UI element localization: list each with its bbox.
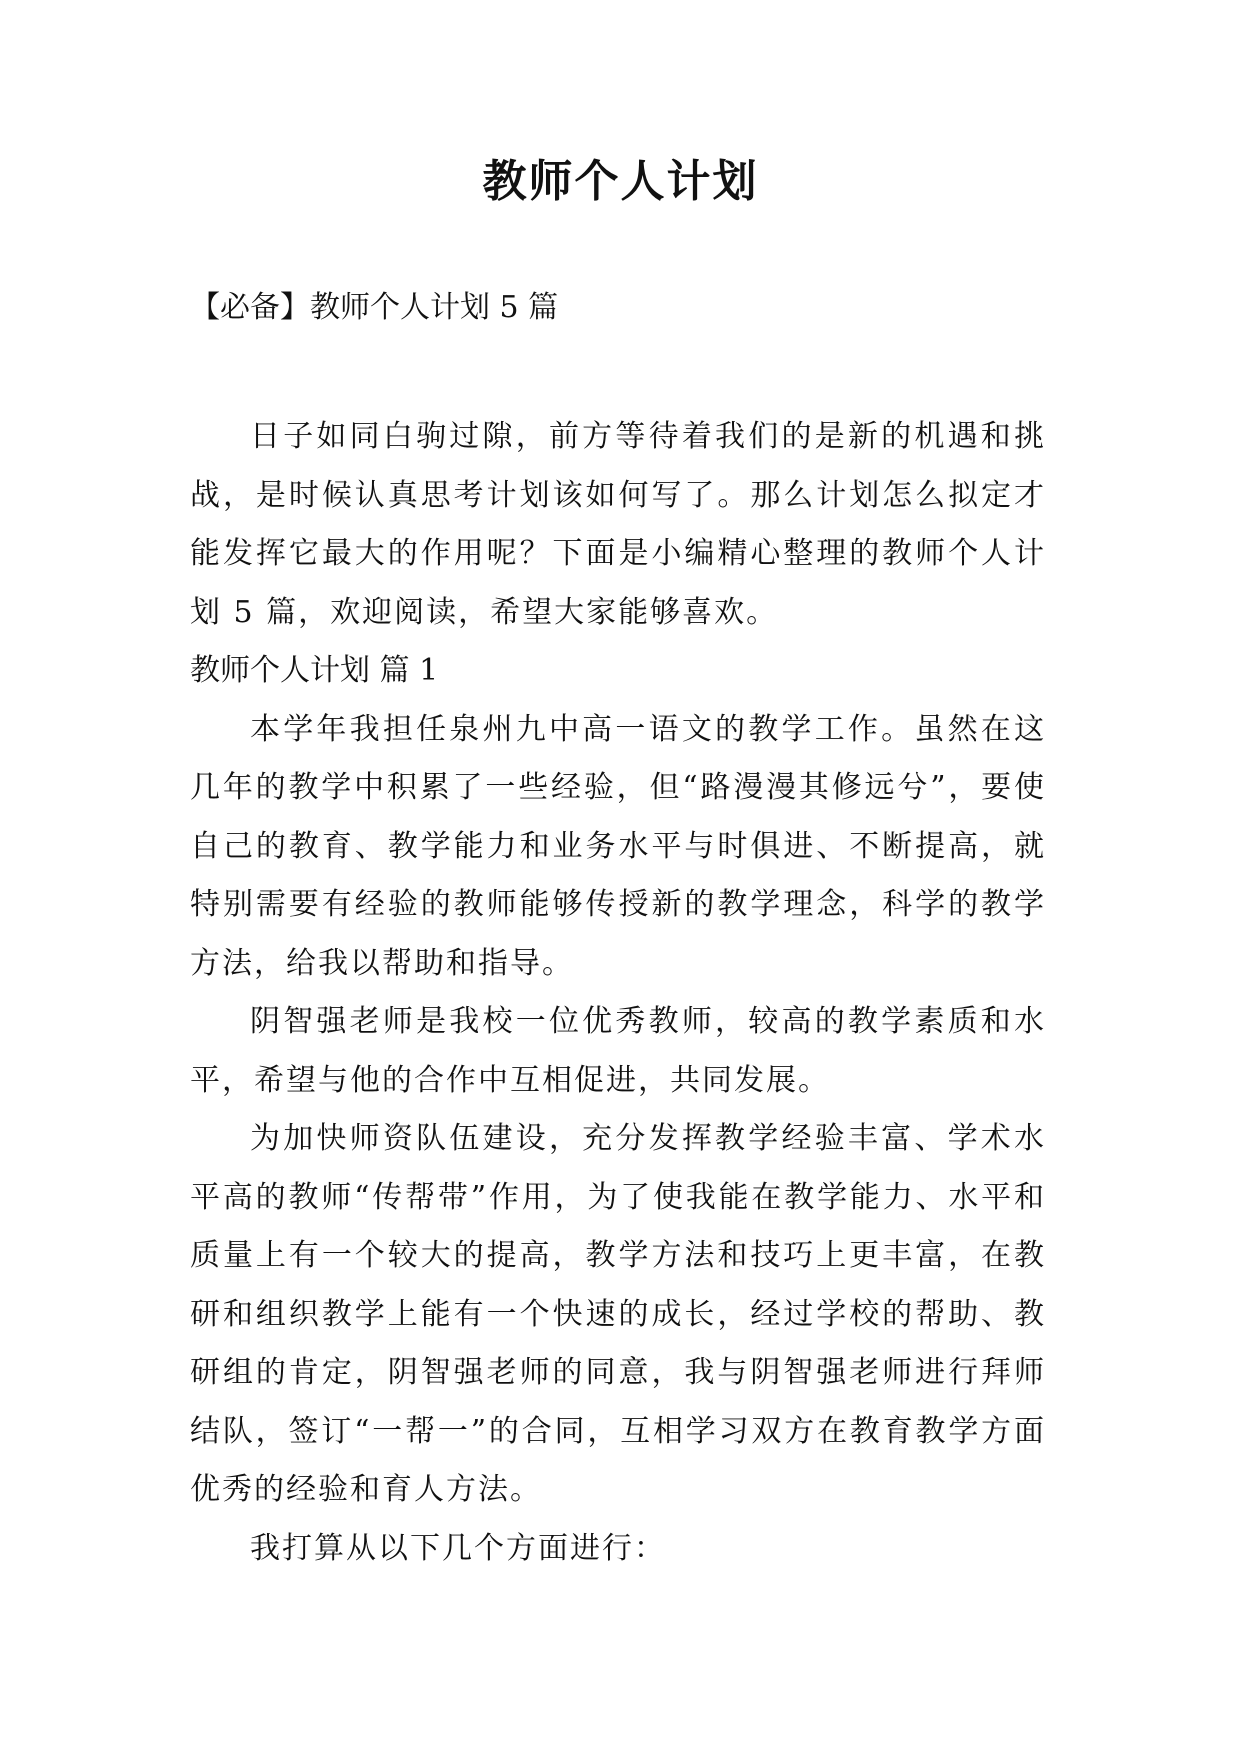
body-paragraph: 为加快师资队伍建设，充分发挥教学经验丰富、学术水平高的教师“传帮带”作用，为了使我能在教学能力、水平和质量上有一个较大的提高，教学方法和技巧上更丰富，在教研和组织教学上能有一个快速的成长，经过学校的帮助、教研组的肯定，阴智强老师的同意，我与阴智强老师进行拜师结队，签订“一帮一”的合同，互相学习双方在教育教学方面优秀的经验和育人方法。 bbox=[190, 1121, 1046, 1507]
intro-paragraph: 日子如同白驹过隙，前方等待着我们的是新的机遇和挑战，是时候认真思考计划该如何写了。那么计划怎么拟定才能发挥它最大的作用呢？下面是小编精心整理的教师个人计划 5 篇，欢迎阅读，希望大家能够喜欢。 bbox=[190, 419, 1046, 630]
body-paragraph: 我打算从以下几个方面进行： bbox=[250, 1530, 666, 1566]
body-paragraph: 本学年我担任泉州九中高一语文的教学工作。虽然在这几年的教学中积累了一些经验，但“路漫漫其修远兮”，要使自己的教育、教学能力和业务水平与时俱进、不断提高，就特别需要有经验的教师能够传授新的教学理念，科学的教学方法，给我以帮助和指导。 bbox=[190, 711, 1046, 981]
section-heading: 教师个人计划 篇 1 bbox=[190, 653, 439, 688]
document-subtitle: 【必备】教师个人计划 5 篇 bbox=[190, 290, 559, 325]
document-body bbox=[190, 408, 1046, 1578]
document-title: 教师个人计划 bbox=[482, 156, 759, 207]
body-paragraph: 阴智强老师是我校一位优秀教师，较高的教学素质和水平，希望与他的合作中互相促进，共同发展。 bbox=[190, 1004, 1046, 1098]
